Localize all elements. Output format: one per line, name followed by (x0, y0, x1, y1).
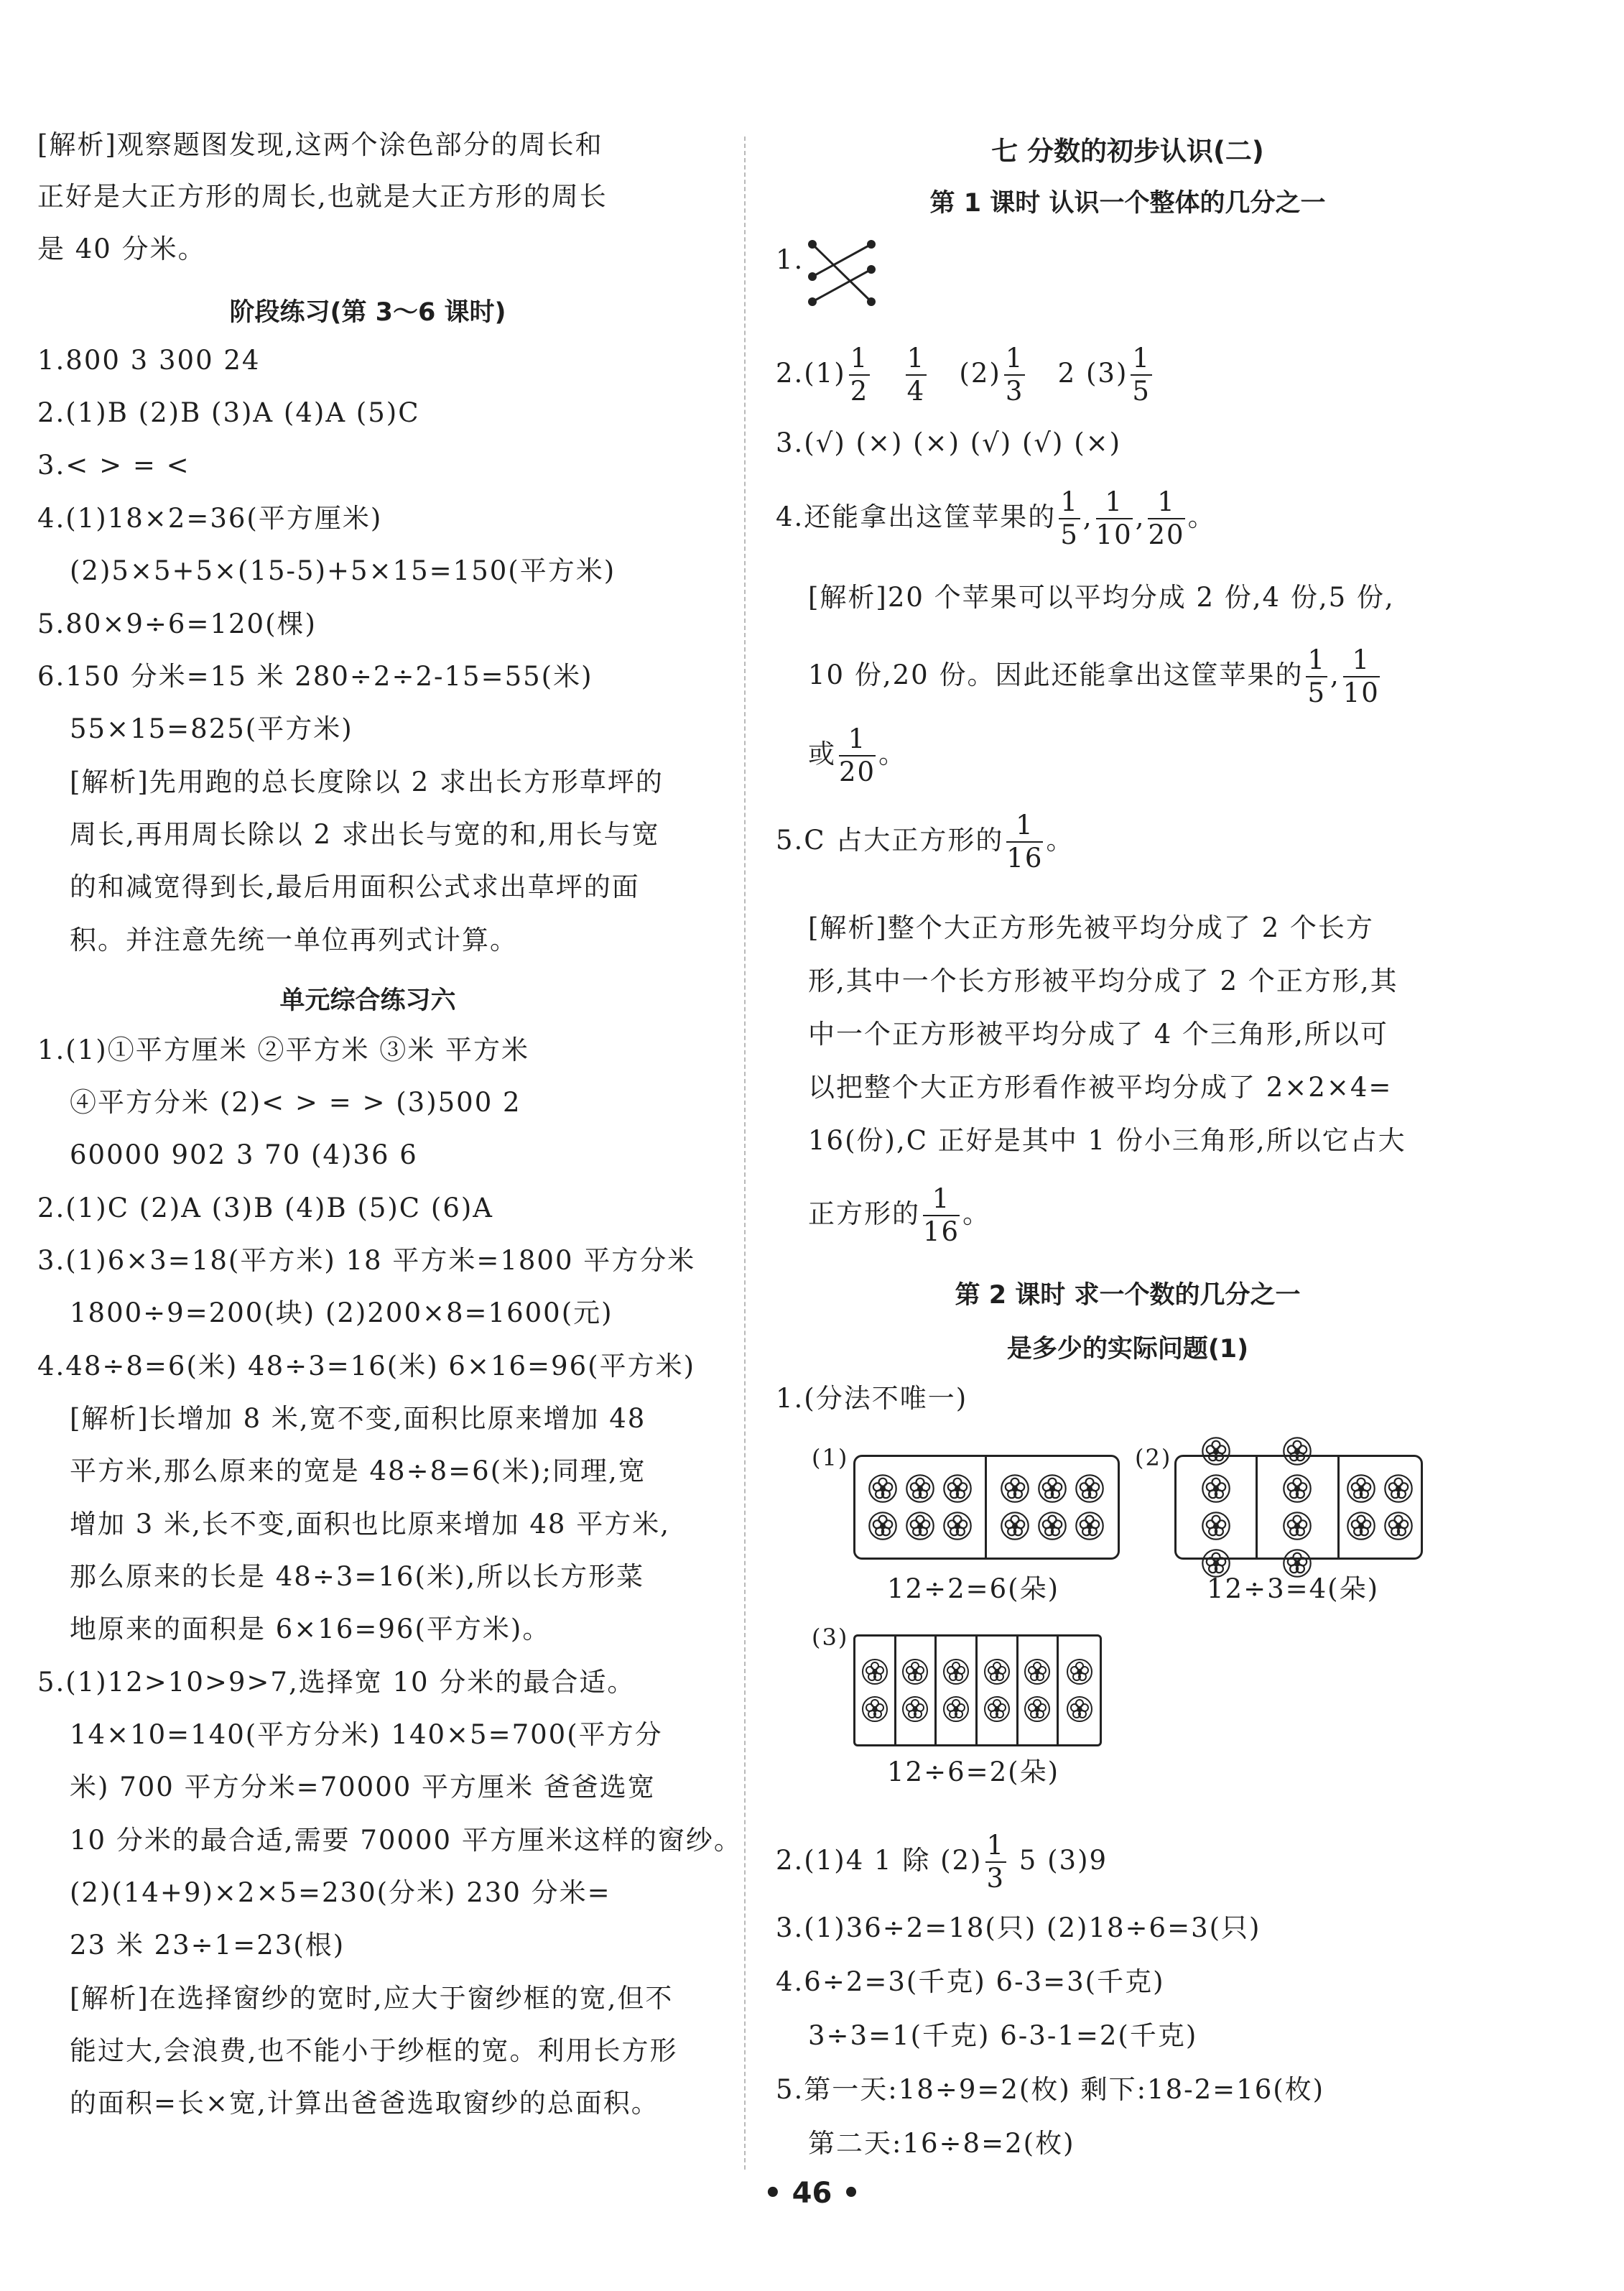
answer-line: 米) 700 平方分米=70000 平方厘米 爸爸选宽 (70, 1772, 656, 1802)
flower-icon (942, 1695, 970, 1723)
answer-line: 4.还能拿出这筐苹果的 $\frac{1}{5}$ , $\frac{1}{10}$ , $\frac{1}{20}$ 。 (776, 486, 1216, 550)
flower-icon (1383, 1473, 1414, 1504)
analysis-line: [解析]在选择窗纱的宽时,应大于窗纱框的宽,但不 (70, 1983, 674, 2014)
answer-line: 5.C 占大正方形的 $\frac{1}{16}$ 。 (776, 810, 1075, 874)
group-cell (1059, 1637, 1100, 1744)
flower-icon (983, 1695, 1011, 1723)
answer-line: 1.(分法不唯一) (776, 1383, 968, 1414)
text-line: 正好是大正方形的周长,也就是大正方形的周长 (37, 181, 608, 212)
flower-icon (1345, 1473, 1377, 1504)
answer-line: 2.(1)C (2)A (3)B (4)B (5)C (6)A (37, 1193, 494, 1223)
flower-icon (1065, 1695, 1094, 1723)
group-cell (1258, 1457, 1339, 1558)
answer-line: (2)(14+9)×2×5=230(分米) 230 分米= (70, 1877, 611, 1908)
flower-icon (867, 1510, 899, 1542)
answer-line: 5.80×9÷6=120(棵) (37, 608, 317, 639)
flower-icon (904, 1473, 936, 1504)
page-number: • 46 • (764, 2177, 860, 2210)
answer-line: 5.(1)12>10>9>7,选择宽 10 分米的最合适。 (37, 1667, 636, 1698)
flower-icon (999, 1473, 1031, 1504)
flower-icon (1023, 1695, 1052, 1723)
analysis-line: 积。并注意先统一单位再列式计算。 (70, 925, 518, 955)
flower-icon (1281, 1510, 1313, 1542)
answer-line: 3.(1)36÷2=18(只) (2)18÷6=3(只) (776, 1912, 1261, 1943)
lesson-title: 第 2 课时 求一个数的几分之一 (955, 1281, 1301, 1310)
answer-line: 6.150 分米=15 米 280÷2÷2-15=55(米) (37, 661, 593, 692)
flower-icon (1200, 1435, 1232, 1467)
flower-icon (1036, 1510, 1068, 1542)
text-line: 是 40 分米。 (37, 233, 206, 264)
equation: 12÷2=6(朵) (887, 1573, 1060, 1604)
answer-line: 4.48÷8=6(米) 48÷3=16(米) 6×16=96(平方米) (37, 1351, 696, 1381)
flower-icon (1200, 1510, 1232, 1542)
analysis-line: 的面积=长×宽,计算出爸爸选取窗纱的总面积。 (70, 2088, 659, 2119)
analysis-line: 地原来的面积是 6×16=96(平方米)。 (70, 1614, 551, 1644)
answer-line: 4.(1)18×2=36(平方厘米) (37, 503, 383, 534)
flower-icon (901, 1657, 929, 1686)
analysis-line: [解析]20 个苹果可以平均分成 2 份,4 份,5 份, (808, 582, 1395, 613)
answer-line: 4.6÷2=3(千克) 6-3=3(千克) (776, 1966, 1165, 1997)
answer-line: 3÷3=1(千克) 6-3-1=2(千克) (808, 2020, 1198, 2051)
answer-line: 10 分米的最合适,需要 70000 平方厘米这样的窗纱。 (70, 1825, 742, 1856)
crossing-lines-diagram (808, 237, 876, 309)
answer-line: 1.800 3 300 24 (37, 345, 261, 376)
section-heading: 阶段练习(第 3～6 课时) (229, 298, 506, 327)
flower-icon (860, 1657, 889, 1686)
flower-icon (942, 1657, 970, 1686)
flower-icon (942, 1510, 973, 1542)
answer-line: 3.(√) (×) (×) (√) (√) (×) (776, 427, 1122, 458)
analysis-line: [解析]长增加 8 米,宽不变,面积比原来增加 48 (70, 1403, 646, 1434)
analysis-line: 中一个正方形被平均分成了 4 个三角形,所以可 (808, 1019, 1388, 1050)
answer-line: 2.(1)B (2)B (3)A (4)A (5)C (37, 397, 420, 428)
flower-icon (867, 1473, 899, 1504)
flower-icon (983, 1657, 1011, 1686)
column-divider (744, 136, 746, 2170)
answer-line: 第二天:16÷8=2(枚) (808, 2128, 1075, 2159)
flower-icon (1281, 1435, 1313, 1467)
figure-label: (2) (1135, 1444, 1172, 1471)
group-cell (1019, 1637, 1059, 1744)
figure-label: (1) (812, 1444, 849, 1471)
analysis-line: [解析]先用跑的总长度除以 2 求出长方形草坪的 (70, 767, 664, 797)
flower-icon (942, 1473, 973, 1504)
flower-icon (1074, 1510, 1105, 1542)
group-cell (1340, 1457, 1421, 1558)
analysis-line: 形,其中一个长方形被平均分成了 2 个正方形,其 (808, 966, 1398, 996)
analysis-line: 平方米,那么原来的宽是 48÷8=6(米);同理,宽 (70, 1455, 646, 1486)
analysis-line: 周长,再用周长除以 2 求出长与宽的和,用长与宽 (70, 819, 660, 850)
answer-line: (2)5×5+5×(15-5)+5×15=150(平方米) (70, 555, 616, 586)
equation: 12÷6=2(朵) (887, 1757, 1060, 1787)
answer-line: 2.(1)4 1 除 (2) $\frac{1}{3}$ 5 (3)9 (776, 1830, 1108, 1894)
analysis-line: 10 份,20 份。因此还能拿出这筐苹果的 $\frac{1}{5}$ , $\frac{1}{10}$ (808, 644, 1380, 708)
flower-icon (1345, 1510, 1377, 1542)
figure-label: (3) (812, 1624, 849, 1651)
answer-line: ④平方分米 (2)< > = > (3)500 2 (70, 1087, 521, 1118)
flower-icon (1281, 1473, 1313, 1504)
analysis-line: 以把整个大正方形看作被平均分成了 2×2×4= (808, 1072, 1393, 1103)
flower-icon (999, 1510, 1031, 1542)
analysis-line: 或 $\frac{1}{20}$ 。 (808, 723, 907, 787)
analysis-line: 的和减宽得到长,最后用面积公式求出草坪的面 (70, 871, 640, 902)
group-cell (896, 1637, 937, 1744)
equation: 12÷3=4(朵) (1207, 1573, 1380, 1604)
analysis-line: 正方形的 $\frac{1}{16}$ 。 (808, 1183, 991, 1247)
answer-line: 5.第一天:18÷9=2(枚) 剩下:18-2=16(枚) (776, 2074, 1325, 2105)
analysis-line: 16(份),C 正好是其中 1 份小三角形,所以它占大 (808, 1125, 1406, 1156)
answer-line: 2.(1) $\frac{1}{2}$ $\frac{1}{4}$ (2) $\frac{1}{3}$ 2 (3) $\frac{1}{5}$ (776, 343, 1151, 407)
lesson-title: 是多少的实际问题(1) (1006, 1335, 1249, 1364)
analysis-line: 那么原来的长是 48÷3=16(米),所以长方形菜 (70, 1561, 645, 1592)
answer-line: 55×15=825(平方米) (70, 713, 353, 744)
flower-icon (1383, 1510, 1414, 1542)
answer-line: 3.(1)6×3=18(平方米) 18 平方米=1800 平方分米 (37, 1245, 696, 1276)
flower-box-halves (853, 1455, 1120, 1560)
flower-icon (1036, 1473, 1068, 1504)
flower-box-sixths (853, 1634, 1102, 1746)
flower-icon (1065, 1657, 1094, 1686)
answer-line: 23 米 23÷1=23(根) (70, 1930, 345, 1961)
group-cell (987, 1457, 1118, 1558)
analysis-line: [解析]整个大正方形先被平均分成了 2 个长方 (808, 912, 1374, 943)
flower-icon (1074, 1473, 1105, 1504)
analysis-line: 增加 3 米,长不变,面积也比原来增加 48 平方米, (70, 1509, 670, 1540)
chapter-title: 七 分数的初步认识(二) (991, 136, 1264, 167)
group-cell (855, 1637, 896, 1744)
flower-icon (1200, 1473, 1232, 1504)
lesson-title: 第 1 课时 认识一个整体的几分之一 (929, 189, 1326, 218)
section-heading: 单元综合练习六 (279, 986, 456, 1015)
group-cell (978, 1637, 1019, 1744)
flower-icon (860, 1695, 889, 1723)
flower-box-thirds (1174, 1455, 1423, 1560)
answer-line: 60000 902 3 70 (4)36 6 (70, 1139, 418, 1170)
answer-line: 1. (776, 244, 804, 275)
answer-line: 1.(1)①平方厘米 ②平方米 ③米 平方米 (37, 1035, 529, 1065)
answer-line: 14×10=140(平方分米) 140×5=700(平方分 (70, 1719, 663, 1750)
text-line: [解析]观察题图发现,这两个涂色部分的周长和 (37, 129, 603, 160)
flower-icon (901, 1695, 929, 1723)
answer-line: 1800÷9=200(块) (2)200×8=1600(元) (70, 1297, 613, 1328)
flower-icon (904, 1510, 936, 1542)
group-cell (1177, 1457, 1258, 1558)
group-cell (937, 1637, 978, 1744)
analysis-line: 能过大,会浪费,也不能小于纱框的宽。利用长方形 (70, 2035, 678, 2066)
group-cell (855, 1457, 987, 1558)
answer-line: 3.< > = < (37, 450, 190, 481)
flower-icon (1023, 1657, 1052, 1686)
